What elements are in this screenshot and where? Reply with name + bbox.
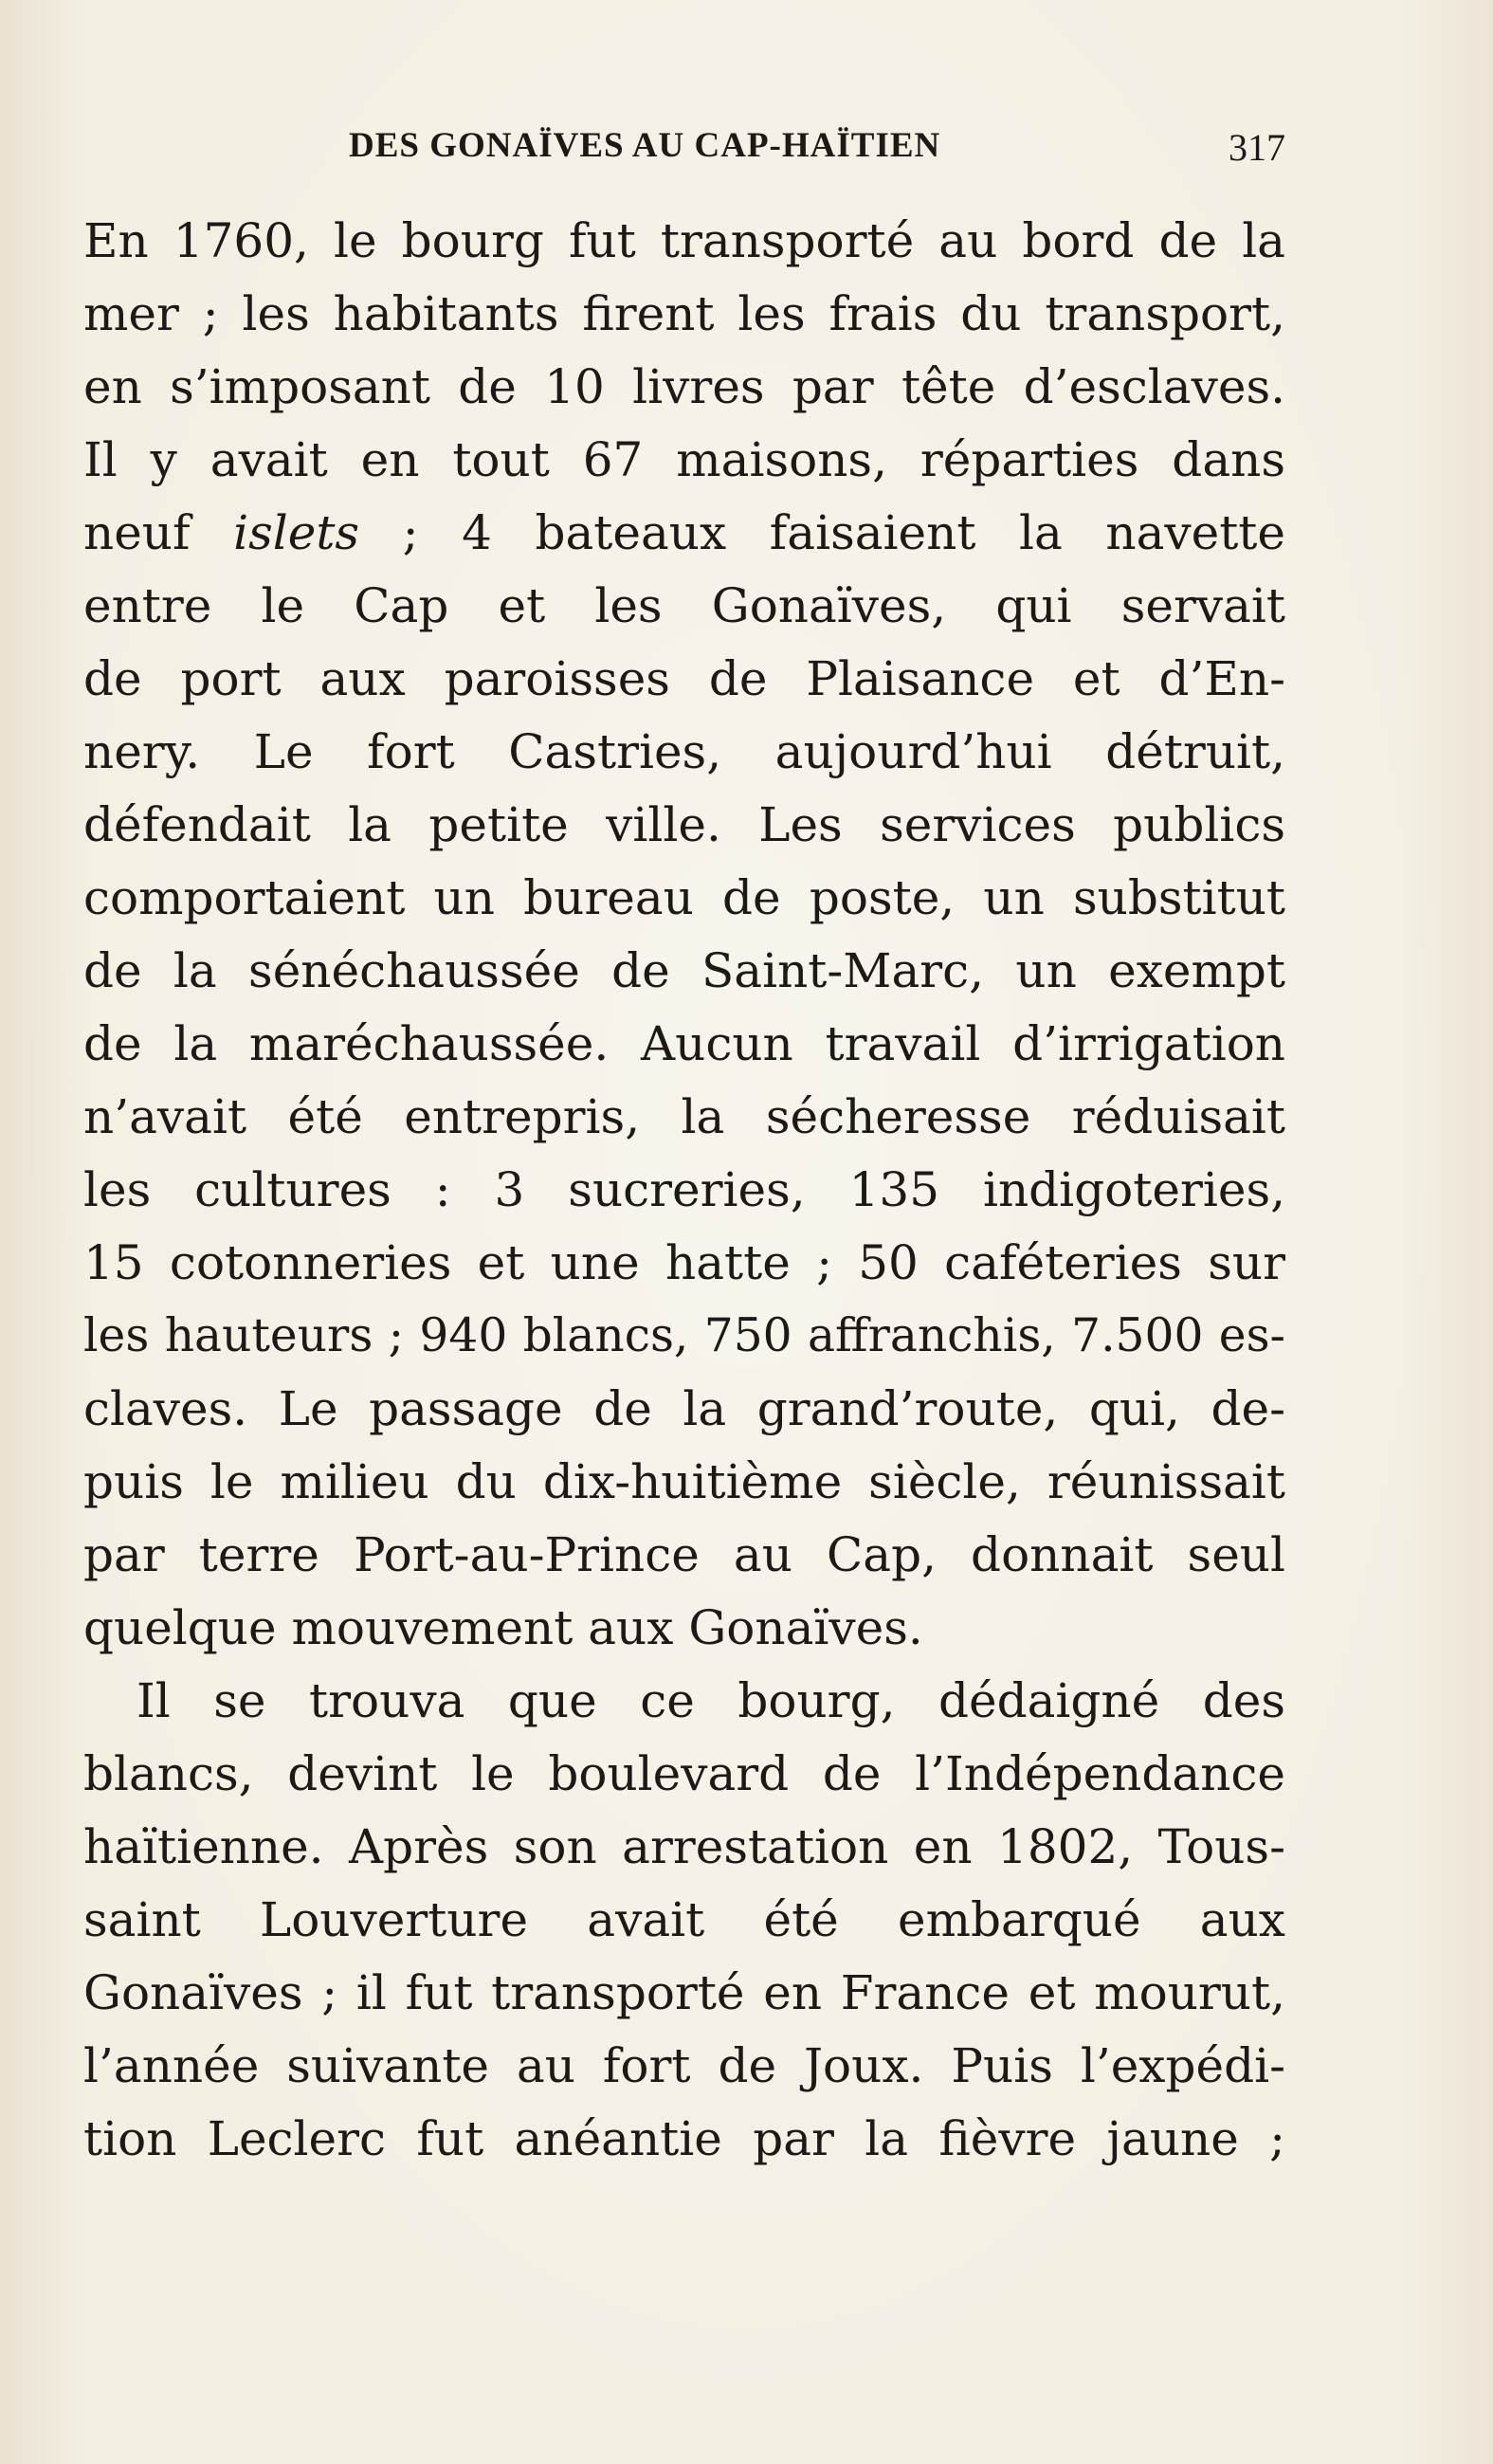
text-line: de la sénéchaussée de Saint-Marc, un exempt [83, 943, 1285, 998]
paragraph-2 [83, 1665, 1285, 2176]
text-line: mer ; les habitants firent les frais du transport, [83, 286, 1285, 341]
running-title: DES GONAÏVES AU CAP-HAÏTIEN [349, 126, 941, 165]
text-line: puis le milieu du dix-huitième siècle, réunissait [83, 1454, 1285, 1509]
text-line: 15 cotonneries et une hatte ; 50 caféteries sur [83, 1235, 1285, 1290]
text-line: tion Leclerc fut anéantie par la fièvre jaune ; [83, 2111, 1285, 2166]
text-line: les hauteurs ; 940 blancs, 750 affranchis, 7.500 es- [83, 1309, 1285, 1362]
text-line: Il se trouva que ce bourg, dédaigné des [137, 1673, 1285, 1728]
text-line: en s’imposant de 10 livres par tête d’esclaves. [83, 359, 1285, 414]
text-line: claves. Le passage de la grand’route, qui, de- [83, 1381, 1285, 1436]
text-line: nery. Le fort Castries, aujourd’hui détruit, [83, 724, 1285, 779]
italic-word: islets [233, 505, 360, 560]
text-line: entre le Cap et les Gonaïves, qui servait [83, 578, 1285, 633]
text-line: Gonaïves ; il fut transporté en France et mourut, [83, 1965, 1285, 2020]
running-header [83, 119, 1285, 173]
text-line: quelque mouvement aux Gonaïves. [83, 1600, 923, 1655]
text-line: blancs, devint le boulevard de l’Indépendance [83, 1746, 1285, 1801]
text-line: comportaient un bureau de poste, un substitut [83, 870, 1285, 925]
text-line-with-italic [83, 497, 1285, 570]
text-line: haïtienne. Après son arrestation en 1802, Tous- [83, 1819, 1285, 1874]
text-line: de la maréchaussée. Aucun travail d’irrigation [83, 1016, 1285, 1071]
text-line: par terre Port-au-Prince au Cap, donnait seul [83, 1527, 1285, 1582]
page-number: 317 [1229, 126, 1285, 169]
text-line: Il y avait en tout 67 maisons, réparties dans [83, 432, 1285, 487]
text-line: défendait la petite ville. Les services publics [83, 797, 1285, 852]
text-line: saint Louverture avait été embarqué aux [83, 1892, 1285, 1947]
text-line: l’année suivante au fort de Joux. Puis l’expédi- [83, 2038, 1285, 2093]
text-line: n’avait été entrepris, la sécheresse réduisait [83, 1089, 1285, 1144]
body-text [83, 205, 1285, 2176]
text-line: de port aux paroisses de Plaisance et d’En- [83, 651, 1285, 706]
text-line: les cultures : 3 sucreries, 135 indigoteries, [83, 1162, 1285, 1217]
paragraph-1 [83, 205, 1285, 1665]
text-line: En 1760, le bourg fut transporté au bord de la [83, 213, 1285, 268]
text-fragment: ; 4 bateaux faisaient la navette [359, 505, 1285, 560]
text-fragment: neuf [83, 505, 234, 560]
